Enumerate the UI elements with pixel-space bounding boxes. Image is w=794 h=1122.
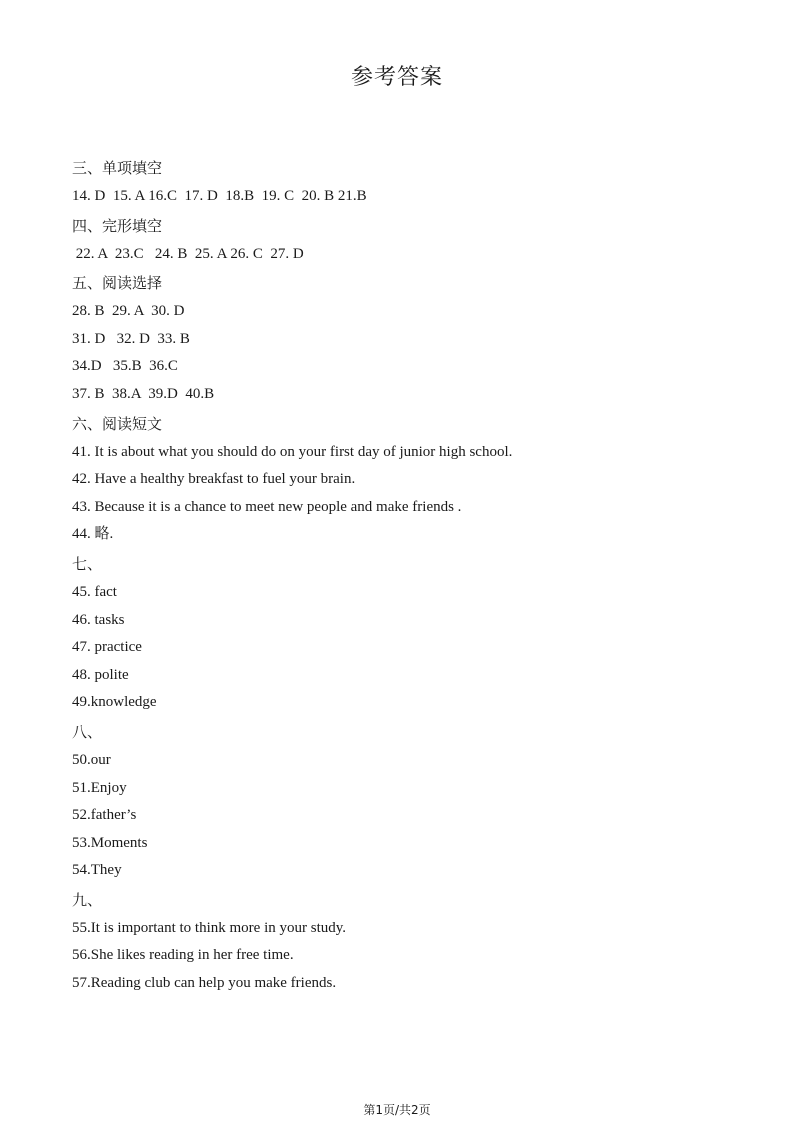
answer-line: 47. practice <box>72 639 142 656</box>
answer-line: 45. fact <box>72 583 117 600</box>
answer-line: 42. Have a healthy breakfast to fuel your brain. <box>72 471 356 488</box>
answer-line: 55.It is important to think more in your study. <box>72 919 347 936</box>
answer-line: 48. polite <box>72 666 129 683</box>
answer-line: 41. It is about what you should do on your first day of junior high school. <box>72 443 513 460</box>
answer-line: 49.knowledge <box>72 694 157 711</box>
section-reading-passage <box>72 409 752 549</box>
answer-line: 34.D 35.B 36.C <box>72 358 178 375</box>
section-heading: 七、 <box>72 554 103 573</box>
answer-line: 50.our <box>72 751 111 768</box>
section-heading: 四、完形填空 <box>72 216 163 235</box>
answer-line: 43. Because it is a chance to meet new people and make friends . <box>72 498 462 515</box>
answer-line: 56.She likes reading in her free time. <box>72 947 294 964</box>
answer-line: 52.father’s <box>72 807 137 824</box>
answer-line: 54.They <box>72 862 122 879</box>
section-cloze <box>72 211 752 269</box>
section-seven <box>72 549 752 717</box>
answer-line: 14. D 15. A 16.C 17. D 18.B 19. C 20. B 21.B <box>72 188 367 204</box>
section-nine <box>72 885 752 998</box>
page-footer: 第1页/共2页 <box>363 1103 431 1117</box>
answer-line: 37. B 38.A 39.D 40.B <box>72 385 215 402</box>
answer-line: 28. B 29. A 30. D <box>72 303 185 320</box>
page-title: 参考答案 <box>350 65 443 90</box>
answer-line: 51.Enjoy <box>72 779 127 796</box>
section-single-choice <box>72 153 752 211</box>
section-eight <box>72 717 752 885</box>
section-heading: 三、单项填空 <box>72 159 163 177</box>
answer-line: 31. D 32. D 33. B <box>72 330 190 347</box>
section-heading: 九、 <box>72 890 103 909</box>
section-reading-choice <box>72 268 752 408</box>
answer-line: 53.Moments <box>72 834 148 851</box>
answer-line: 22. A 23.C 24. B 25. A 26. C 27. D <box>72 245 304 262</box>
answer-line: 44. 略. <box>72 526 114 543</box>
section-heading: 八、 <box>72 722 103 741</box>
answer-line: 57.Reading club can help you make friends. <box>72 975 337 992</box>
answer-line: 46. tasks <box>72 611 125 628</box>
section-heading: 五、阅读选择 <box>72 274 163 293</box>
section-heading: 六、阅读短文 <box>72 414 163 433</box>
answer-content <box>72 153 752 998</box>
